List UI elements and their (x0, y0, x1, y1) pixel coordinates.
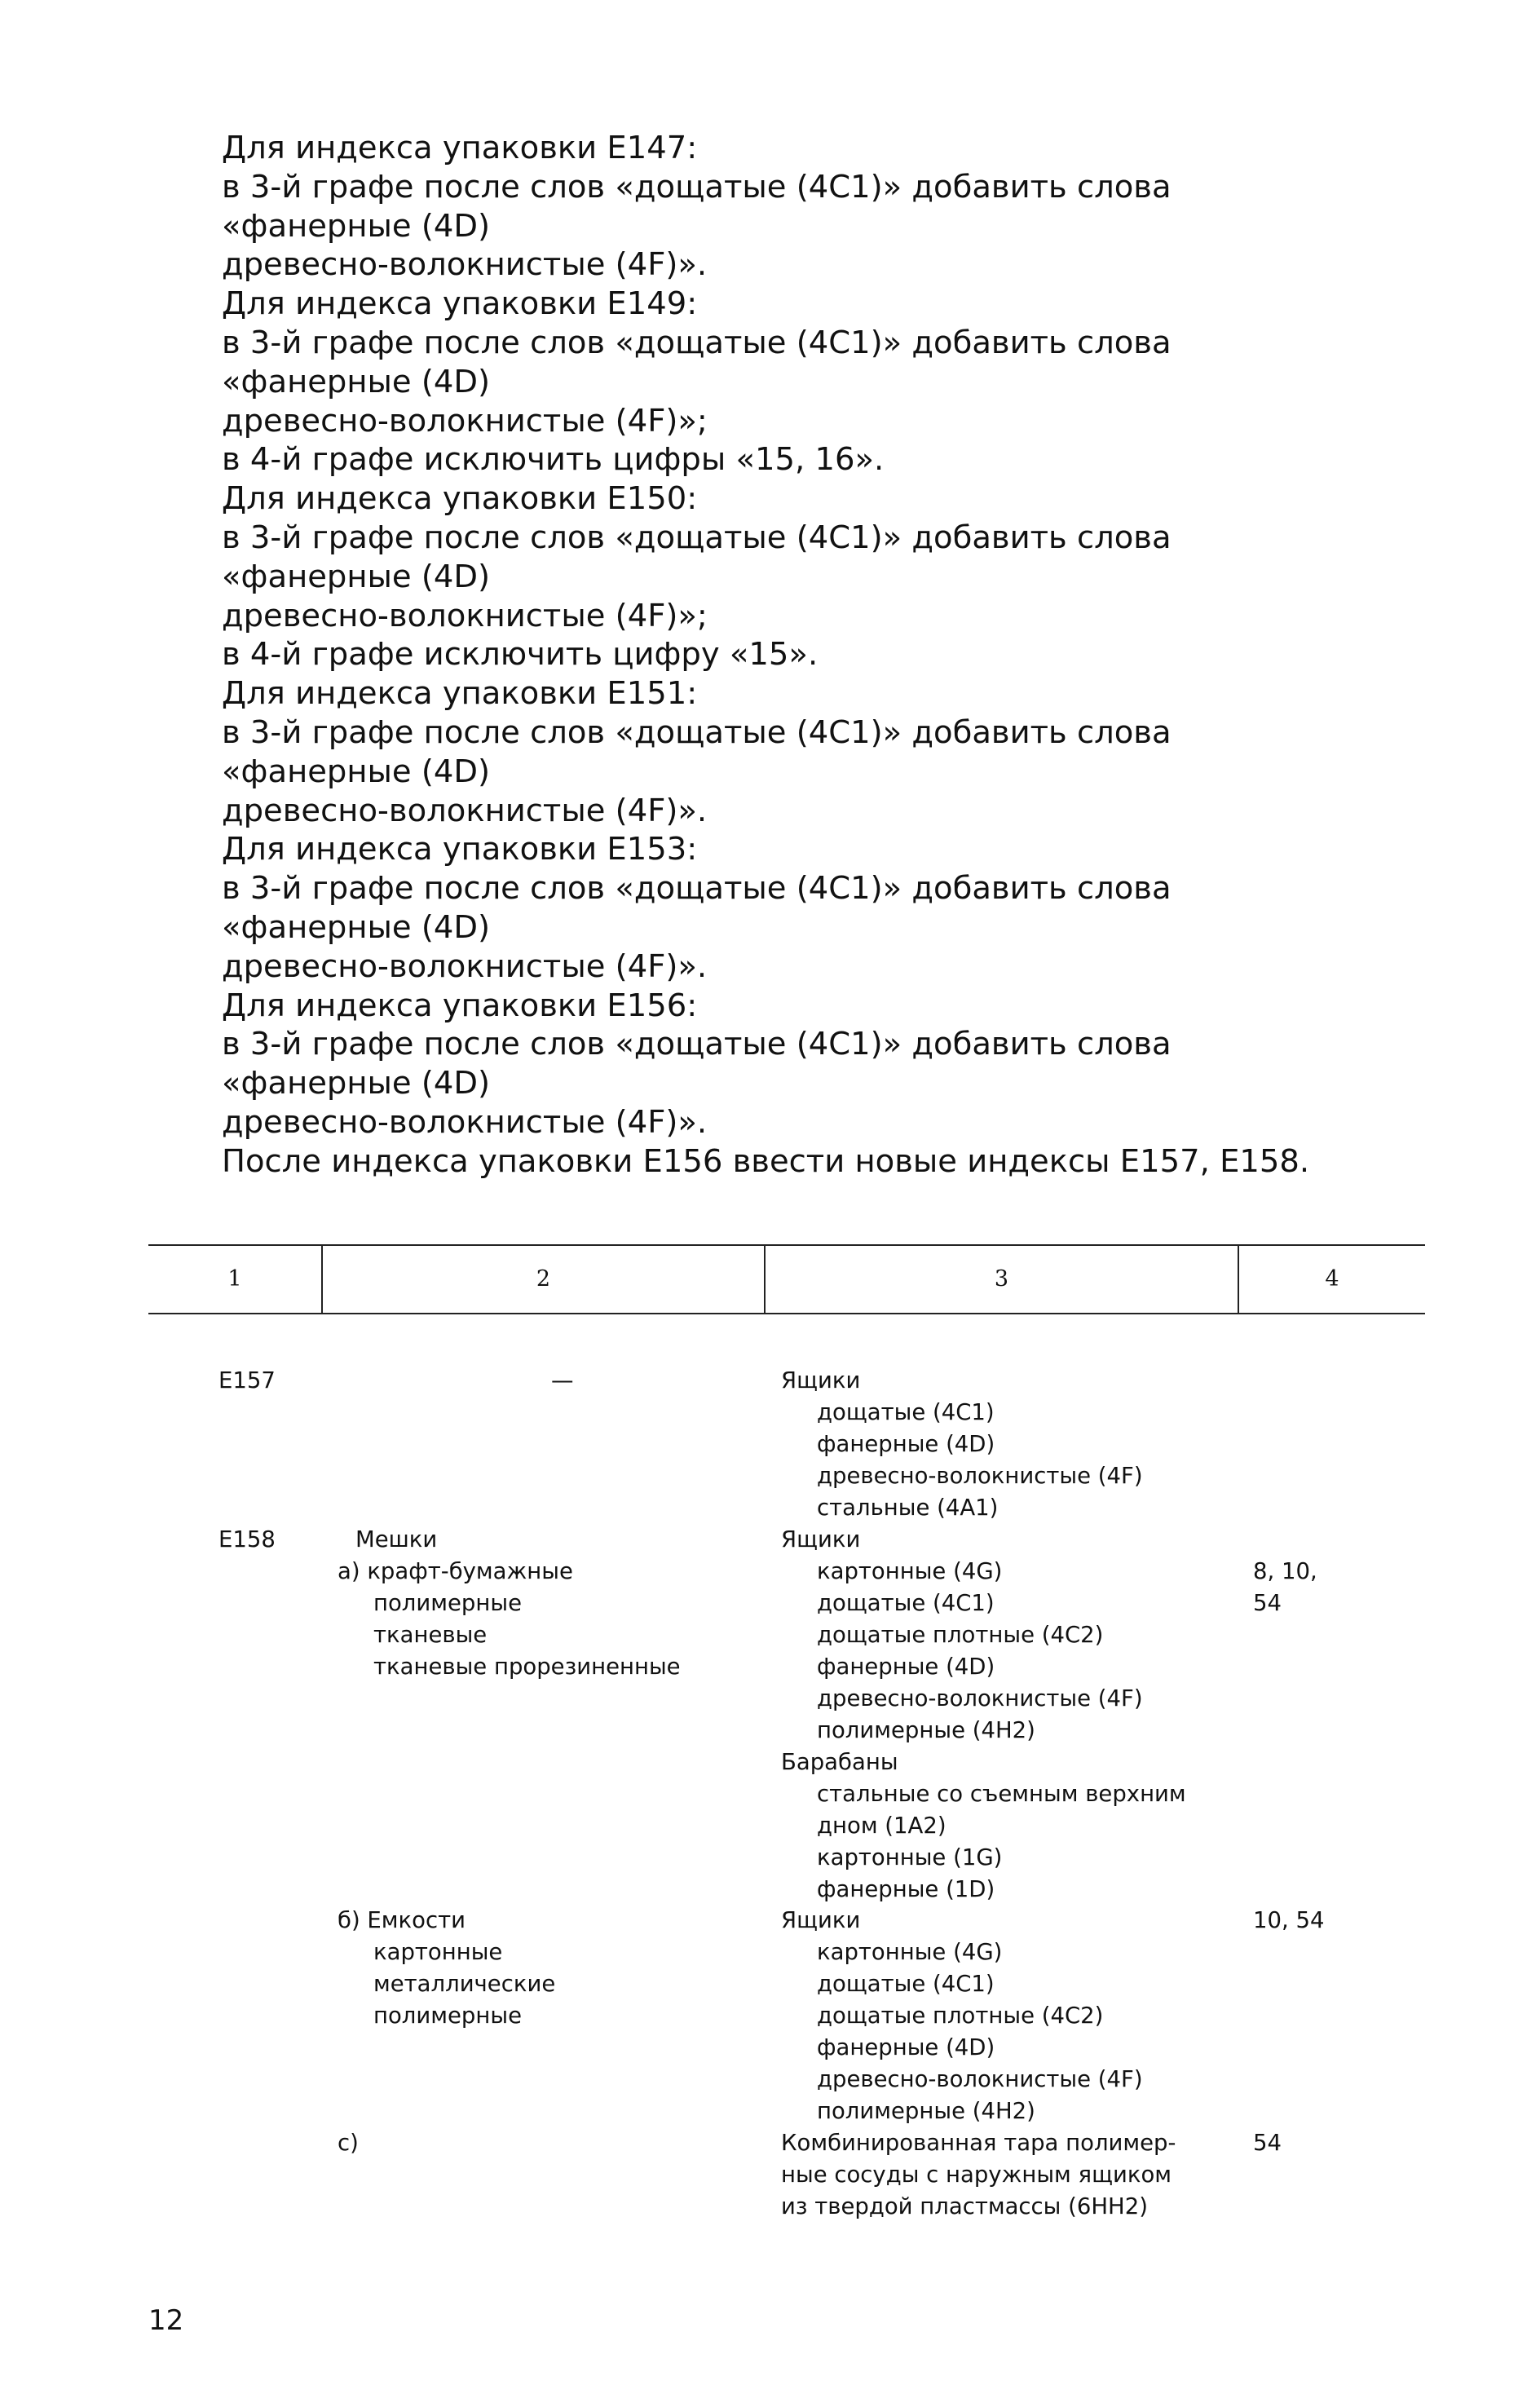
instruction-line: в 4-й графе исключить цифры «15, 16». (222, 441, 885, 479)
packaging-line: ные сосуды с наружным ящиком (781, 2162, 1172, 2188)
row-e157-dash: — (551, 1367, 574, 1393)
instruction-line: Для индекса упаковки Е150: (222, 480, 698, 518)
packaging-line: древесно-волокнистые (4F) (817, 2066, 1143, 2092)
instruction-line: «фанерные (4D) (222, 908, 491, 946)
packaging-line: фанерные (4D) (817, 1431, 995, 1457)
instruction-line: древесно-волокнистые (4F)». (222, 1103, 708, 1141)
packaging-line: фанерные (4D) (817, 2034, 995, 2060)
packaging-line: фанерные (4D) (817, 1654, 995, 1680)
row-e157-packaging (781, 1365, 1143, 1524)
table-header-col-3: 3 (994, 1266, 1009, 1292)
instruction-line: «фанерные (4D) (222, 207, 491, 245)
substance-line: полимерные (373, 2003, 522, 2029)
substance-line: Мешки (355, 1526, 438, 1552)
packaging-line: Ящики (781, 1367, 861, 1393)
instruction-line: древесно-волокнистые (4F)». (222, 792, 708, 829)
packaging-line: из твердой пластмассы (6НН2) (781, 2193, 1148, 2219)
table-header-col-4: 4 (1325, 1266, 1339, 1292)
packaging-line: Комбинированная тара полимер- (781, 2130, 1176, 2156)
instruction-line: древесно-волокнистые (4F)»; (222, 597, 708, 634)
packaging-line: картонные (1G) (817, 1844, 1003, 1870)
packaging-line: дном (1А2) (817, 1813, 947, 1839)
row-e158-index: Е158 (218, 1526, 276, 1552)
table-top-rule (148, 1244, 1425, 1246)
substance-line: тканевые (373, 1622, 488, 1648)
instruction-line: Для индекса упаковки Е153: (222, 831, 698, 868)
instruction-line: в 3-й графе после слов «дощатые (4С1)» добавить слова (222, 168, 1172, 205)
instruction-line: в 3-й графе после слов «дощатые (4С1)» добавить слова (222, 713, 1172, 751)
packaging-line: древесно-волокнистые (4F) (817, 1685, 1143, 1711)
packaging-line: полимерные (4Н2) (817, 2098, 1035, 2124)
packaging-line: стальные (4А1) (817, 1495, 999, 1521)
packaging-line: дощатые плотные (4С2) (817, 1622, 1104, 1648)
substance-line: тканевые прорезиненные (373, 1654, 681, 1680)
instruction-line: в 3-й графе после слов «дощатые (4С1)» добавить слова (222, 519, 1172, 556)
substance-line: полимерные (373, 1590, 522, 1616)
instruction-line: Для индекса упаковки Е156: (222, 987, 698, 1024)
row-e158a-notes (1253, 1556, 1317, 1619)
packaging-line: Барабаны (781, 1749, 898, 1775)
packaging-line: Ящики (781, 1526, 861, 1552)
substance-line: картонные (373, 1939, 503, 1965)
instruction-line: «фанерные (4D) (222, 558, 491, 595)
packaging-line: дощатые (4С1) (817, 1399, 995, 1425)
instruction-line: После индекса упаковки Е156 ввести новые индексы Е157, Е158. (222, 1142, 1310, 1180)
packaging-line: стальные со съемным верхним (817, 1781, 1186, 1807)
instruction-line: древесно-волокнистые (4F)»; (222, 402, 708, 439)
instruction-line: Для индекса упаковки Е147: (222, 130, 698, 166)
page-number: 12 (148, 2304, 184, 2337)
packaging-line: дощатые плотные (4С2) (817, 2003, 1104, 2029)
row-e158a-packaging (781, 1524, 1186, 1906)
substance-line: б) Емкости (338, 1907, 466, 1933)
instruction-line: в 3-й графе после слов «дощатые (4С1)» добавить слова (222, 324, 1172, 361)
row-e158b-substance (338, 1905, 555, 2032)
instruction-line: Для индекса упаковки Е149: (222, 285, 698, 323)
packaging-line: дощатые (4С1) (817, 1971, 995, 1997)
amendment-instructions (222, 129, 1428, 1181)
packaging-line: полимерные (4Н2) (817, 1717, 1035, 1743)
row-e158c-notes: 54 (1253, 2130, 1282, 2156)
notes-line: 8, 10, (1253, 1558, 1317, 1584)
instruction-line: «фанерные (4D) (222, 1065, 491, 1102)
packaging-line: древесно-волокнистые (4F) (817, 1463, 1143, 1489)
notes-line: 54 (1253, 1590, 1282, 1616)
row-e157-index: Е157 (218, 1367, 276, 1393)
instruction-line: древесно-волокнистые (4F)». (222, 947, 708, 985)
row-e158c-substance: с) (338, 2130, 359, 2156)
row-e158a-substance (338, 1524, 681, 1683)
instruction-line: в 4-й графе исключить цифру «15». (222, 636, 819, 674)
packaging-line: дощатые (4С1) (817, 1590, 995, 1616)
instruction-line: древесно-волокнистые (4F)». (222, 246, 708, 284)
instruction-line: «фанерные (4D) (222, 753, 491, 790)
instruction-line: «фанерные (4D) (222, 363, 491, 400)
packaging-line: картонные (4G) (817, 1939, 1003, 1965)
row-e158b-packaging (781, 1905, 1143, 2127)
instruction-line: в 3-й графе после слов «дощатые (4С1)» добавить слова (222, 870, 1172, 908)
instruction-line: в 3-й графе после слов «дощатые (4С1)» добавить слова (222, 1026, 1172, 1063)
row-e158c-packaging (781, 2127, 1176, 2223)
substance-line: а) крафт-бумажные (338, 1558, 573, 1584)
table-header-col-2: 2 (536, 1266, 551, 1292)
instruction-line: Для индекса упаковки Е151: (222, 675, 698, 713)
substance-line: металлические (373, 1971, 556, 1997)
packaging-line: фанерные (1D) (817, 1876, 995, 1902)
packaging-line: картонные (4G) (817, 1558, 1003, 1584)
row-e158b-notes: 10, 54 (1253, 1907, 1325, 1933)
table-header-col-1: 1 (227, 1266, 242, 1292)
table-header-bottom-rule (148, 1313, 1425, 1314)
packaging-line: Ящики (781, 1907, 861, 1933)
